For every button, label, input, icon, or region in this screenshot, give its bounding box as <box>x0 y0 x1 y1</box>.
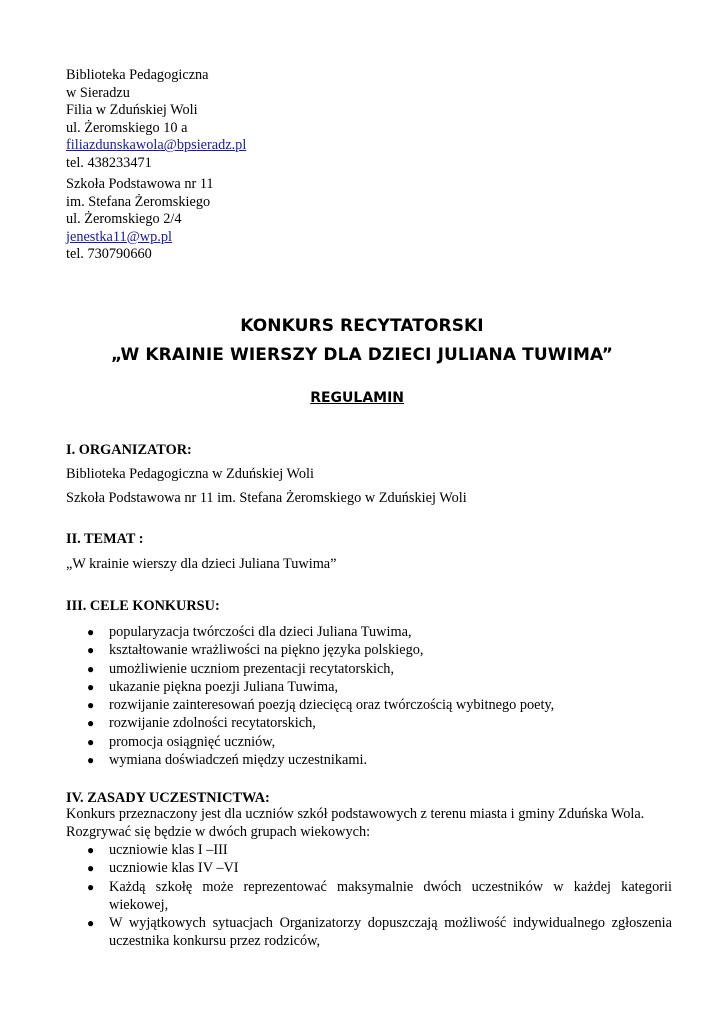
bullet-icon: ● <box>87 679 95 694</box>
section-goals-heading: III. CELE KONKURSU: <box>66 598 220 614</box>
bullet-icon: ● <box>87 753 95 768</box>
list-item: ● Każdą szkołę może reprezentować maksymalnie dwóch uczestników w każdej kategorii wiekowej, <box>87 878 672 913</box>
school-email-link[interactable]: jenestka11@wp.pl <box>66 228 172 245</box>
list-item: ● uczniowie klas I –III <box>87 842 228 858</box>
bullet-icon: ● <box>87 661 95 676</box>
contest-theme-title: „W KRAINIE WIERSZY DLA DZIECI JULIANA TUWIMA” <box>111 345 613 365</box>
rules-intro <box>66 806 672 841</box>
bullet-icon: ● <box>87 916 95 931</box>
bullet-icon: ● <box>87 734 95 749</box>
list-item: ● W wyjątkowych sytuacjach Organizatorzy dopuszczają możliwość indywidualnego zgłoszenia uczestnika konkursu przez rodziców, <box>87 915 672 950</box>
school-address-block <box>66 176 214 264</box>
bullet-icon: ● <box>87 861 95 876</box>
school-name: Szkoła Podstawowa nr 11 <box>66 176 214 192</box>
list-item: ● kształtowanie wrażliwości na piękno języka polskiego, <box>87 642 424 659</box>
school-phone: tel. 730790660 <box>66 246 152 263</box>
section-rules-heading: IV. ZASADY UCZESTNICTWA: <box>66 790 270 806</box>
list-item: ● popularyzacja twórczości dla dzieci Juliana Tuwima, <box>87 624 412 640</box>
bullet-icon: ● <box>87 698 95 713</box>
school-patron: im. Stefana Żeromskiego <box>66 193 211 210</box>
section-topic-heading: II. TEMAT : <box>66 531 144 547</box>
list-item: ● ukazanie piękna poezji Juliana Tuwima, <box>87 678 339 695</box>
bullet-icon: ● <box>87 879 95 894</box>
section-organizer-heading: I. ORGANIZATOR: <box>66 442 192 458</box>
organizer-line: Szkoła Podstawowa nr 11 im. Stefana Żeromskiego w Zduńskiej Woli <box>66 490 467 506</box>
library-name: Biblioteka Pedagogiczna <box>66 67 209 83</box>
school-street: ul. Żeromskiego 2/4 <box>66 211 182 228</box>
bullet-icon: ● <box>87 643 95 658</box>
bullet-icon: ● <box>87 843 95 857</box>
organizer-line: Biblioteka Pedagogiczna w Zduńskiej Woli <box>66 466 314 482</box>
list-item: ● wymiana doświadczeń między uczestnikami. <box>87 752 368 769</box>
list-item: ● umożliwienie uczniom prezentacji recytatorskich, <box>87 660 395 677</box>
library-phone: tel. 438233471 <box>66 154 152 171</box>
bullet-icon: ● <box>87 716 95 731</box>
contest-title: KONKURS RECYTATORSKI <box>240 316 484 336</box>
list-item: ● rozwijanie zdolności recytatorskich, <box>87 715 316 732</box>
regulations-label: REGULAMIN <box>310 390 405 406</box>
list-item: ● promocja osiągnięć uczniów, <box>87 733 276 750</box>
rules-intro-line: Konkurs przeznaczony jest dla uczniów szkół podstawowych z terenu miasta i gminy Zduńska Wola. <box>66 806 645 822</box>
list-item: ● rozwijanie zainteresowań poezją dziecięcą oraz twórczością wybitnego poety, <box>87 697 555 714</box>
rules-intro-line: Rozgrywać się będzie w dwóch grupach wiekowych: <box>66 823 371 840</box>
topic-text: „W krainie wierszy dla dzieci Juliana Tuwima” <box>66 556 337 572</box>
library-city: w Sieradzu <box>66 84 130 101</box>
rules-list <box>66 841 672 951</box>
list-item: ● uczniowie klas IV –VI <box>87 860 239 877</box>
library-street: ul. Żeromskiego 10 a <box>66 119 188 136</box>
library-branch: Filia w Zduńskiej Woli <box>66 102 198 119</box>
bullet-icon: ● <box>87 625 95 639</box>
regulations-heading <box>0 390 724 406</box>
library-address-block <box>66 67 246 173</box>
library-email-link[interactable]: filiazdunskawola@bpsieradz.pl <box>66 137 247 154</box>
goals-list <box>66 623 672 769</box>
